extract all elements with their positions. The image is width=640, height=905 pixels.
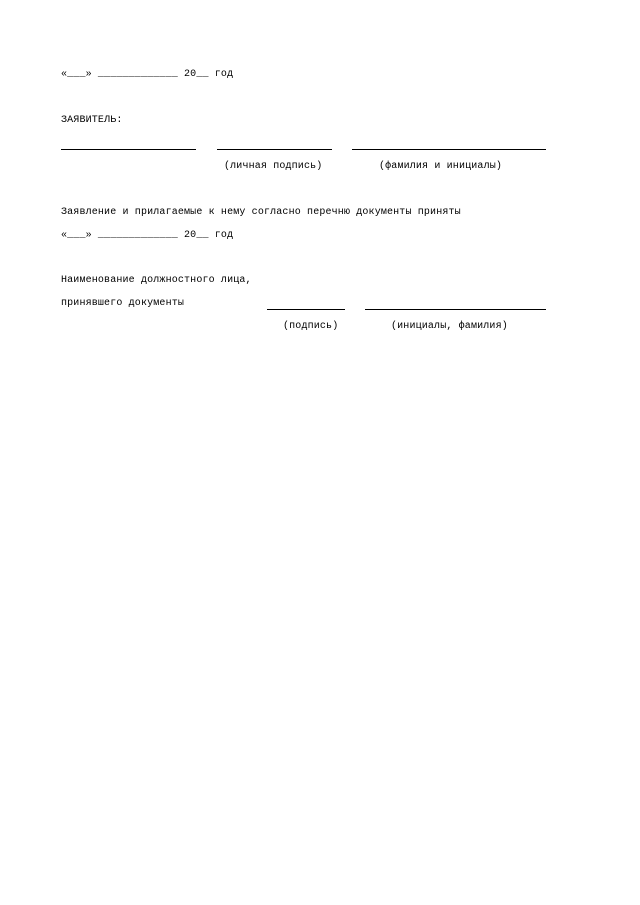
applicant-name-caption: (фамилия и инициалы) xyxy=(379,161,503,172)
official-signature-line xyxy=(267,309,345,310)
applicant-signature-line xyxy=(217,149,332,150)
acceptance-statement: Заявление и прилагаемые к нему согласно перечню документы приняты xyxy=(61,207,461,218)
applicant-name-line xyxy=(352,149,546,150)
official-signature-caption: (подпись) xyxy=(283,321,339,332)
applicant-signature-caption: (личная подпись) xyxy=(224,161,323,172)
official-name-caption: (инициалы, фамилия) xyxy=(391,321,508,332)
applicant-position-line xyxy=(61,149,196,150)
official-title-line-1: Наименование должностного лица, xyxy=(61,275,252,286)
official-title-line-2: принявшего документы xyxy=(61,298,185,309)
applicant-label: ЗАЯВИТЕЛЬ: xyxy=(61,115,123,126)
acceptance-date-line: «___» _____________ 20__ год xyxy=(61,230,234,241)
official-name-line xyxy=(365,309,546,310)
date-line-top: «___» _____________ 20__ год xyxy=(61,69,234,80)
